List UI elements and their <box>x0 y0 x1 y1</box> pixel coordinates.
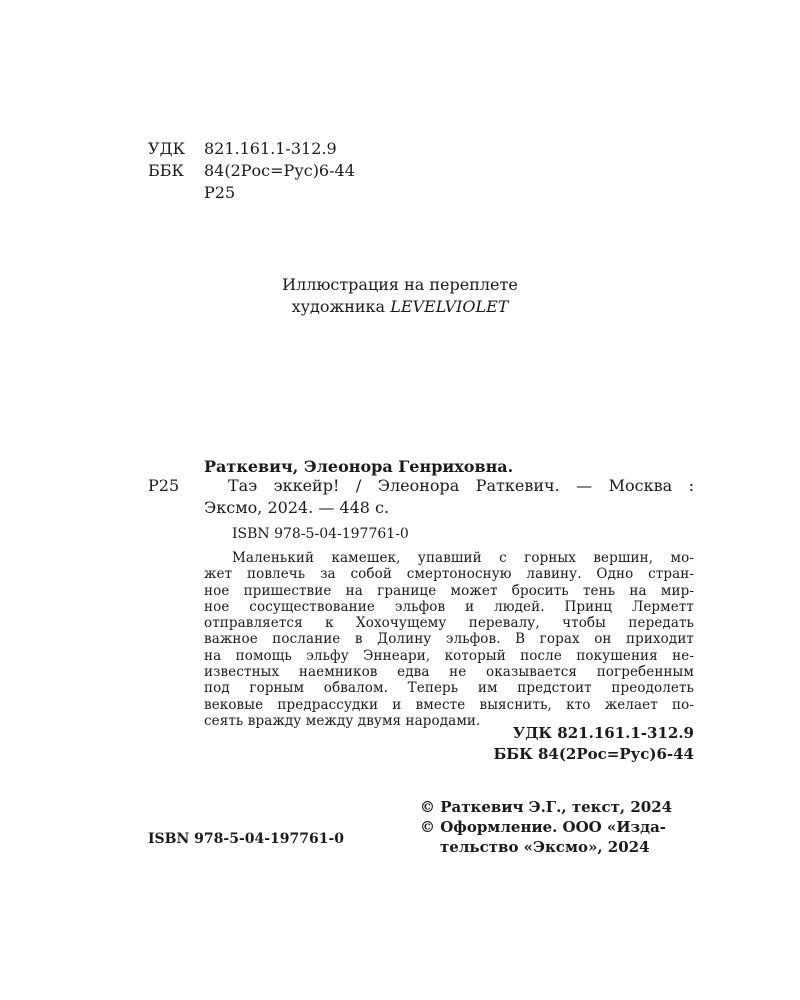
udk-label: УДК <box>148 139 185 158</box>
illustration-credit <box>0 274 800 318</box>
author-mark: Р25 <box>204 183 236 202</box>
record-author-mark: Р25 <box>148 476 180 495</box>
record-udk: УДК 821.161.1-312.9 <box>512 724 694 742</box>
record-author: Раткевич, Элеонора Генриховна. <box>204 457 514 476</box>
illustration-line-2 <box>0 296 800 318</box>
annotation-line: на помощь эльфу Эннеари, который после покушения не- <box>204 647 694 664</box>
annotation-line: отправляется к Хохочущему перевалу, чтобы передать <box>204 615 694 632</box>
copyright-design: © Оформление. ООО «Изда- <box>420 818 667 836</box>
bbk-row <box>148 160 355 182</box>
udk-value: 821.161.1-312.9 <box>204 139 337 158</box>
illustration-prefix: художника <box>291 297 386 316</box>
illustration-line-1: Иллюстрация на переплете <box>282 275 518 294</box>
udk-row <box>148 138 355 160</box>
annotation-line: жет повлечь за собой смертоносную лавину. Одно стран- <box>204 566 694 583</box>
record-imprint-line: Эксмо, 2024. — 448 с. <box>204 498 390 517</box>
bbk-value: 84(2Рос=Рус)6-44 <box>204 161 355 180</box>
annotation <box>204 550 694 729</box>
record-isbn: ISBN 978-5-04-197761-0 <box>232 526 409 542</box>
copyright-block <box>420 797 672 857</box>
author-mark-row <box>148 182 355 204</box>
annotation-line: ное сосуществование эльфов и людей. Принц Лерметт <box>204 598 694 615</box>
annotation-line: Маленький камешек, упавший с горных вершин, мо- <box>232 550 694 566</box>
copyright-design-cont: тельство «Эксмо», 2024 <box>440 838 650 856</box>
annotation-line: под горным обвалом. Теперь им предстоит преодолеть <box>204 680 694 697</box>
record-title-line: Таэ эккейр! / Элеонора Раткевич. — Москва : <box>228 476 694 495</box>
annotation-line: ное пришествие на границе может бросить тень на мир- <box>204 582 694 599</box>
isbn-bottom: ISBN 978-5-04-197761-0 <box>148 831 345 847</box>
bbk-label: ББК <box>148 161 184 180</box>
annotation-line: вековые предрассудки и вместе выяснить, кто желает по- <box>204 696 694 713</box>
record-bbk: ББК 84(2Рос=Рус)6-44 <box>493 745 694 763</box>
artist-name: LEVELVIOLET <box>390 297 509 316</box>
classification-block <box>148 138 355 204</box>
copyright-text: © Раткевич Э.Г., текст, 2024 <box>420 798 673 816</box>
annotation-line: важное послание в Долину эльфов. В горах он приходит <box>204 631 694 648</box>
annotation-line: сеять вражду между двумя народами. <box>204 712 481 729</box>
annotation-line: известных наемников едва не оказывается погребенным <box>204 664 694 681</box>
